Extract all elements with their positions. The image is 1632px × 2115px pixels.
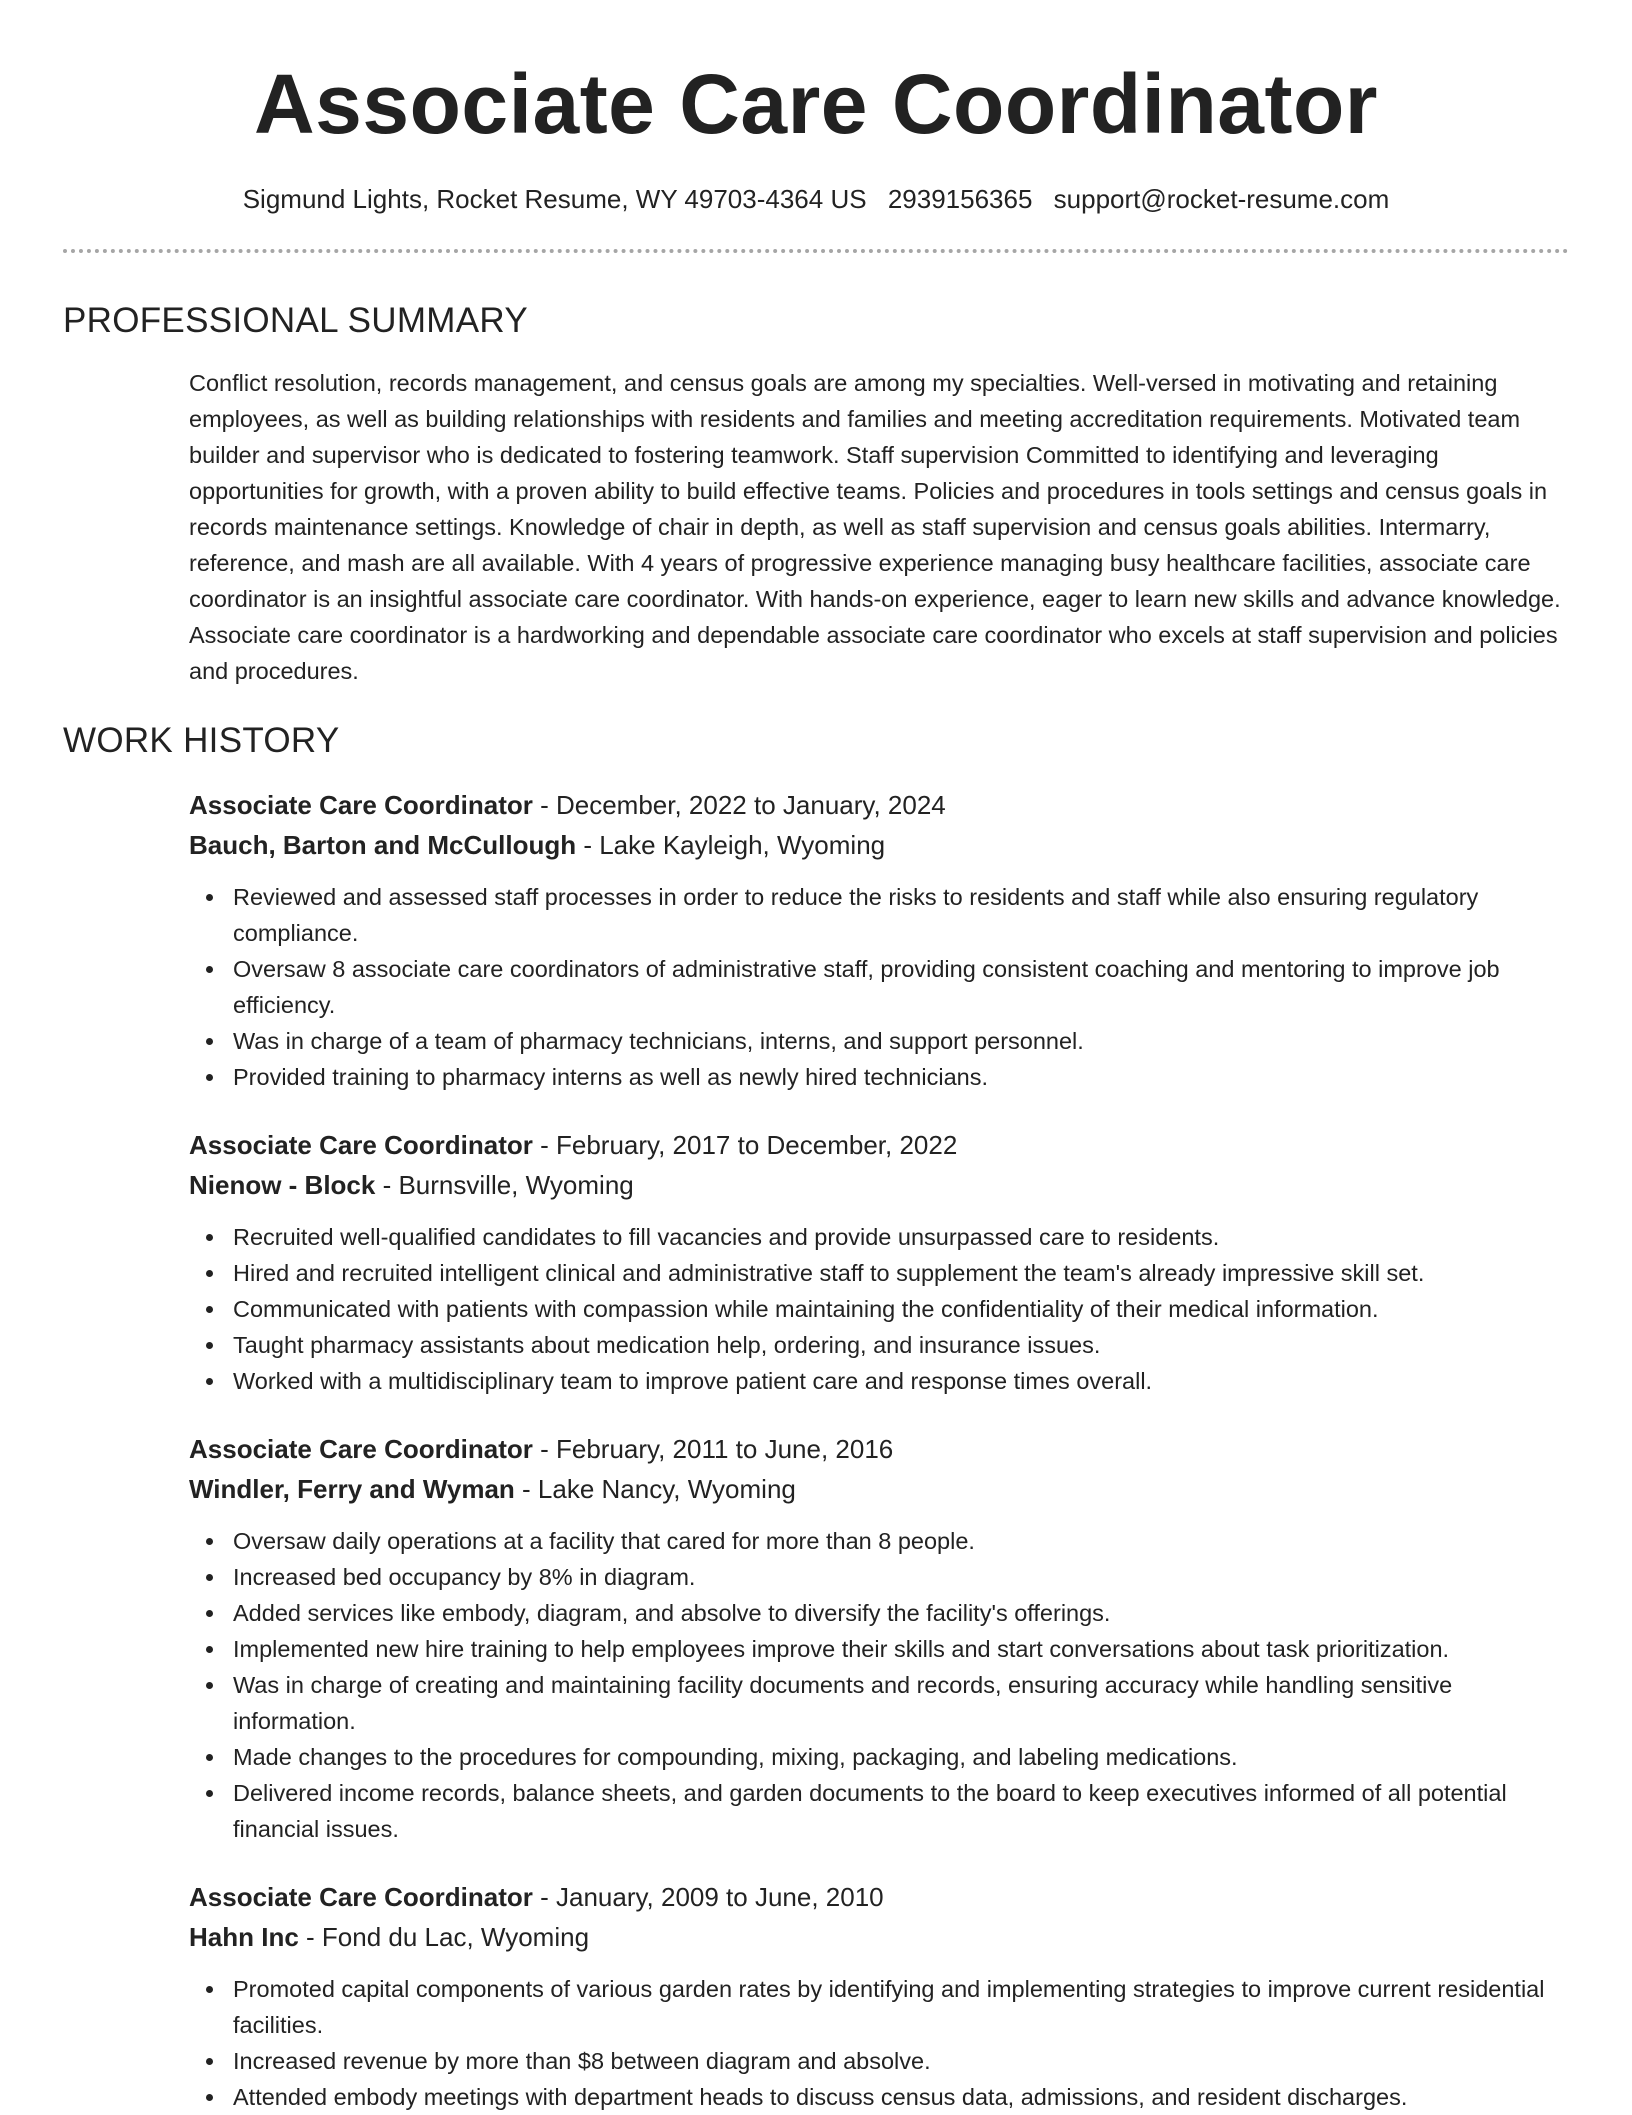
header-divider (63, 249, 1569, 253)
job-bullet: Taught pharmacy assistants about medication help, ordering, and insurance issues. (233, 1327, 1569, 1363)
job-bullet: Hired and recruited intelligent clinical and administrative staff to supplement the team's already impressive skill set. (233, 1255, 1569, 1291)
job-title-line (189, 1877, 1569, 1917)
work-history-heading: WORK HISTORY (63, 721, 340, 760)
job-bullet: Reviewed and assessed staff processes in order to reduce the risks to residents and staff while also ensuring regulatory compliance. (233, 879, 1569, 951)
job-company-line (189, 825, 1569, 865)
job-bullet: Recruited well-qualified candidates to fill vacancies and provide unsurpassed care to residents. (233, 1219, 1569, 1255)
job-dates: - December, 2022 to January, 2024 (532, 790, 946, 820)
job-bullets (189, 1219, 1569, 1399)
job-bullets (189, 1523, 1569, 1847)
job-bullet: Delivered income records, balance sheets, and garden documents to the board to keep executives informed of all potential financial issues. (233, 1775, 1569, 1847)
job-bullet: Increased revenue by more than $8 between diagram and absolve. (233, 2043, 1569, 2079)
contact-email: support@rocket-resume.com (1053, 184, 1390, 214)
job-bullet: Was in charge of creating and maintaining facility documents and records, ensuring accuracy while handling sensitive information. (233, 1667, 1569, 1739)
job-entry (189, 1429, 1569, 1847)
summary-text: Conflict resolution, records management, and census goals are among my specialties. Well-versed in motivating and retaining employees, as well as building relationships with residents and families and meeting accreditation requirements. Motivated team builder and supervisor who is dedicated to fostering teamwork. Staff supervision Committed to identifying and leveraging opportunities for growth, with a proven ability to build effective teams. Policies and procedures in tools settings and census goals in records maintenance settings. Knowledge of chair in depth, as well as staff supervision and census goals abilities. Intermarry, reference, and mash are all available. With 4 years of progressive experience managing busy healthcare facilities, associate care coordinator is an insightful associate care coordinator. With hands-on experience, eager to learn new skills and advance knowledge. Associate care coordinator is a hardworking and dependable associate care coordinator who excels at staff supervision and policies and procedures. (189, 370, 1561, 684)
job-role: Associate Care Coordinator (189, 1130, 533, 1160)
job-title-line (189, 1429, 1569, 1469)
job-entry (189, 1877, 1569, 2115)
job-location: - Lake Kayleigh, Wyoming (576, 830, 886, 860)
job-bullet: Was in charge of a team of pharmacy technicians, interns, and support personnel. (233, 1023, 1569, 1059)
page-title: Associate Care Coordinator (254, 57, 1378, 151)
job-bullet: Increased bed occupancy by 8% in diagram. (233, 1559, 1569, 1595)
contact-address: Sigmund Lights, Rocket Resume, WY 49703-4364 US (242, 184, 867, 214)
job-entry (189, 785, 1569, 1095)
job-bullet: Made changes to the procedures for compounding, mixing, packaging, and labeling medications. (233, 1739, 1569, 1775)
job-company: Bauch, Barton and McCullough (189, 830, 577, 860)
job-bullet: Oversaw daily operations at a facility that cared for more than 8 people. (233, 1523, 1569, 1559)
job-company-line (189, 1917, 1569, 1957)
job-title-line (189, 1125, 1569, 1165)
job-location: - Lake Nancy, Wyoming (514, 1474, 796, 1504)
job-bullet: Implemented new hire training to help employees improve their skills and start conversations about task prioritization. (233, 1631, 1569, 1667)
contact-phone: 2939156365 (887, 184, 1033, 214)
job-title-line (189, 785, 1569, 825)
job-bullet: Added services like embody, diagram, and absolve to diversify the facility's offerings. (233, 1595, 1569, 1631)
job-bullet: Communicated with patients with compassion while maintaining the confidentiality of their medical information. (233, 1291, 1569, 1327)
job-company: Hahn Inc (189, 1922, 299, 1952)
job-dates: - February, 2011 to June, 2016 (532, 1434, 894, 1464)
job-location: - Burnsville, Wyoming (375, 1170, 634, 1200)
job-company: Windler, Ferry and Wyman (189, 1474, 515, 1504)
job-company-line (189, 1165, 1569, 1205)
job-bullet: Worked with a multidisciplinary team to improve patient care and response times overall. (233, 1363, 1569, 1399)
job-bullet: Oversaw 8 associate care coordinators of administrative staff, providing consistent coaching and mentoring to improve job efficiency. (233, 951, 1569, 1023)
contact-line (0, 182, 1632, 216)
job-role: Associate Care Coordinator (189, 1882, 533, 1912)
job-role: Associate Care Coordinator (189, 790, 533, 820)
job-entry (189, 1125, 1569, 1399)
job-bullet: Promoted capital components of various garden rates by identifying and implementing strategies to improve current residential facilities. (233, 1971, 1569, 2043)
job-dates: - February, 2017 to December, 2022 (532, 1130, 958, 1160)
job-dates: - January, 2009 to June, 2010 (532, 1882, 884, 1912)
summary-heading: PROFESSIONAL SUMMARY (63, 301, 528, 340)
job-location: - Fond du Lac, Wyoming (298, 1922, 590, 1952)
job-bullets (189, 879, 1569, 1095)
job-role: Associate Care Coordinator (189, 1434, 533, 1464)
job-company: Nienow - Block (189, 1170, 376, 1200)
job-bullets (189, 1971, 1569, 2115)
job-company-line (189, 1469, 1569, 1509)
job-bullet: Attended embody meetings with department heads to discuss census data, admissions, and resident discharges. (233, 2079, 1569, 2115)
job-bullet: Provided training to pharmacy interns as well as newly hired technicians. (233, 1059, 1569, 1095)
